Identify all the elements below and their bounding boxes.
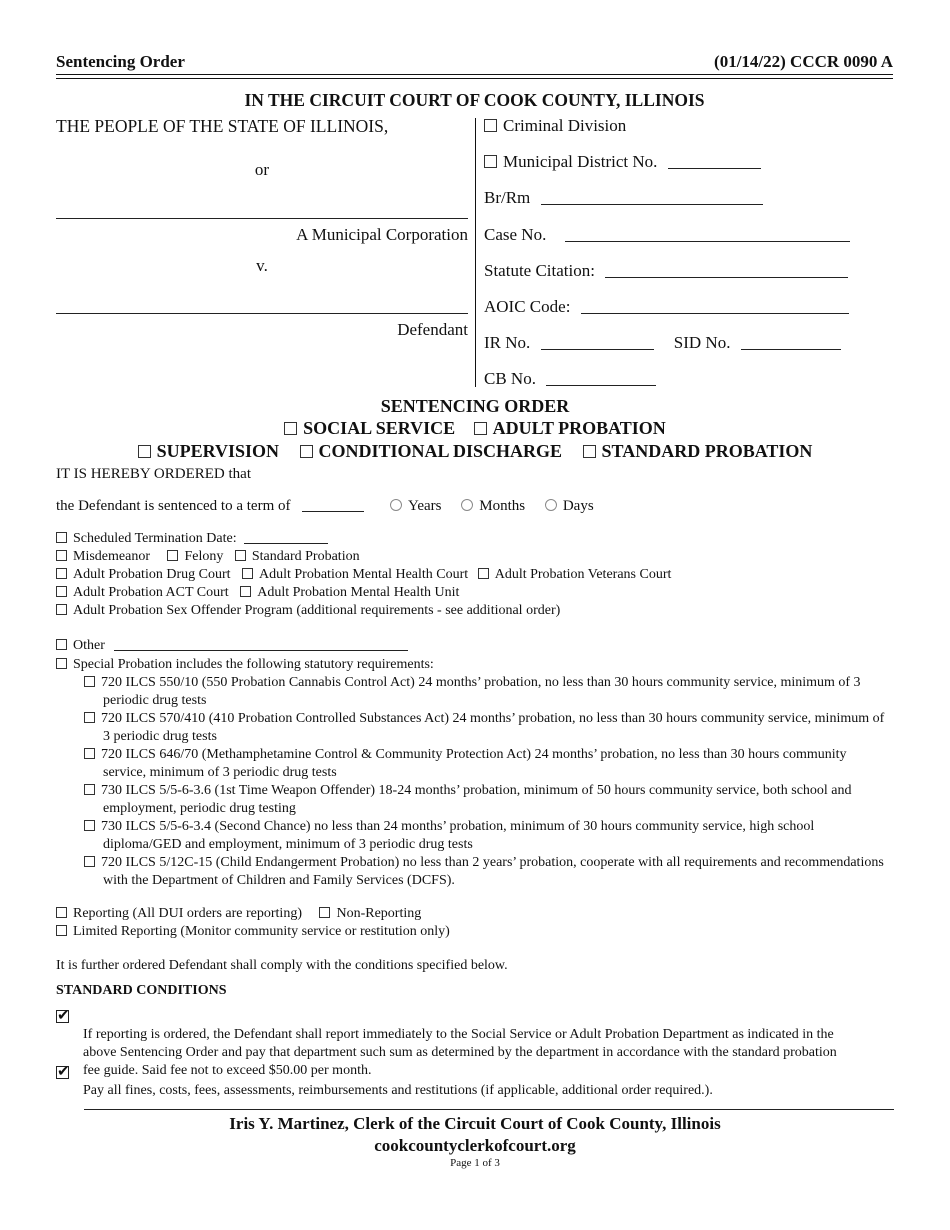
ir-no-label: IR No. <box>484 333 531 352</box>
statute-item-checkbox[interactable] <box>84 784 95 795</box>
statute-item-checkbox[interactable] <box>84 856 95 867</box>
aoic-code-field[interactable] <box>581 299 849 314</box>
versus-label: v. <box>256 256 268 275</box>
statute-citation-field[interactable] <box>605 263 848 278</box>
criminal-division-checkbox[interactable] <box>484 119 497 132</box>
special-probation-row: Special Probation includes the following statutory requirements: <box>56 656 886 674</box>
cb-no-field[interactable] <box>546 371 656 386</box>
sex-offender-row: Adult Probation Sex Offender Program (additional requirements - see additional order) <box>56 602 671 620</box>
conditional-discharge-label: CONDITIONAL DISCHARGE <box>318 441 563 461</box>
drug-court-checkbox[interactable] <box>56 568 67 579</box>
court-title: IN THE CIRCUIT COURT OF COOK COUNTY, ILLINOIS <box>244 90 705 110</box>
courts-row: Adult Probation Drug Court Adult Probation Mental Health Court Adult Probation Veterans Court <box>56 566 671 584</box>
further-ordered: It is further ordered Defendant shall comply with the conditions specified below. <box>56 958 508 973</box>
standard-condition-2 <box>56 1064 856 1100</box>
non-reporting-checkbox[interactable] <box>319 907 330 918</box>
reporting-checkbox[interactable] <box>56 907 67 918</box>
mental-health-unit-checkbox[interactable] <box>240 586 251 597</box>
termination-checkbox[interactable] <box>56 532 67 543</box>
class-row: Misdemeanor Felony Standard Probation <box>56 548 671 566</box>
header-rule-bottom <box>56 78 893 79</box>
br-rm-label: Br/Rm <box>484 188 531 207</box>
condition-1-checked-checkbox[interactable] <box>56 1010 69 1023</box>
ordered-that: IT IS HEREBY ORDERED that <box>56 466 251 482</box>
cb-no-row <box>484 369 656 389</box>
reporting-row: Reporting (All DUI orders are reporting) Non-Reporting <box>56 905 450 923</box>
mental-health-court-checkbox[interactable] <box>242 568 253 579</box>
reporting-options <box>56 905 450 941</box>
standard-probation-label: STANDARD PROBATION <box>601 441 813 461</box>
ir-sid-row <box>484 333 841 353</box>
statute-item-child-endangerment: 720 ILCS 5/12C-15 (Child Endangerment Probation) no less than 2 years’ probation, cooperate with all requirements and recommendations with the Department of Children and Family Services (DCFS). <box>75 854 886 890</box>
statute-citation-label: Statute Citation: <box>484 261 595 280</box>
order-title: SENTENCING ORDER <box>380 396 570 416</box>
supervision-checkbox[interactable] <box>138 445 151 458</box>
termination-row: Scheduled Termination Date: <box>56 530 671 548</box>
social-service-checkbox[interactable] <box>284 422 297 435</box>
conditional-discharge-checkbox[interactable] <box>300 445 313 458</box>
case-no-label: Case No. <box>484 225 547 244</box>
clerk-name: Iris Y. Martinez, Clerk of the Circuit Court of Cook County, Illinois <box>229 1114 721 1133</box>
statute-citation-row <box>484 261 848 281</box>
statute-item-cannabis: 720 ILCS 550/10 (550 Probation Cannabis Control Act) 24 months’ probation, no less than 30 hours community service, minimum of 3 periodic drug tests <box>75 674 886 710</box>
termination-date-field[interactable] <box>244 531 328 544</box>
order-types-row2 <box>0 441 950 462</box>
footer-rule <box>84 1109 894 1110</box>
or-label: or <box>254 160 270 179</box>
act-court-checkbox[interactable] <box>56 586 67 597</box>
term-months-option[interactable]: Months <box>461 498 525 514</box>
months-radio[interactable] <box>461 499 473 511</box>
condition-2-text: Pay all fines, costs, fees, assessments, reimbursements and restitutions (if applicable, additional order required.). <box>83 1083 713 1098</box>
other-row: Other <box>56 637 408 655</box>
br-rm-row <box>484 188 763 208</box>
clerk-website[interactable]: cookcountyclerkofcourt.org <box>374 1136 576 1155</box>
municipal-district-field[interactable] <box>668 154 761 169</box>
case-no-row <box>484 225 850 245</box>
supervision-label: SUPERVISION <box>156 441 279 461</box>
condition-1-text: If reporting is ordered, the Defendant shall report immediately to the Social Service or Adult Probation Department as indicated in the above Sentencing Order and pay that department such sum as determined by the department in accordance with the standard probation fee guide. Said fee not to exceed $50.00 per month. <box>83 1027 837 1078</box>
statute-item-second-chance: 730 ILCS 5/5-6-3.4 (Second Chance) no less than 24 months’ probation, minimum of 30 hours community service, high school diploma/GED and employment, minimum of 3 periodic drug tests <box>75 818 886 854</box>
term-row <box>56 497 610 515</box>
term-years-option[interactable]: Years <box>390 498 441 514</box>
limited-reporting-checkbox[interactable] <box>56 925 67 936</box>
misdemeanor-checkbox[interactable] <box>56 550 67 561</box>
form-title: Sentencing Order <box>56 52 185 71</box>
statute-item-methamphetamine: 720 ILCS 646/70 (Methamphetamine Control & Community Protection Act) 24 months’ probation, no less than 30 hours community service, minimum of 3 periodic drug tests <box>75 746 886 782</box>
municipal-corp-label: A Municipal Corporation <box>296 225 468 244</box>
form-code: (01/14/22) CCCR 0090 A <box>714 52 893 71</box>
page-number: Page 1 of 3 <box>450 1157 500 1169</box>
statute-item-checkbox[interactable] <box>84 748 95 759</box>
case-no-field[interactable] <box>565 227 850 242</box>
municipal-district-checkbox[interactable] <box>484 155 497 168</box>
limited-reporting-row: Limited Reporting (Monitor community service or restitution only) <box>56 923 450 941</box>
aoic-code-row <box>484 297 849 317</box>
order-types-row1 <box>0 418 950 439</box>
probation-options <box>56 530 671 620</box>
days-radio[interactable] <box>545 499 557 511</box>
br-rm-field[interactable] <box>541 190 763 205</box>
defendant-label: Defendant <box>397 320 468 339</box>
units-row: Adult Probation ACT Court Adult Probation Mental Health Unit <box>56 584 671 602</box>
statute-item-weapon-offender: 730 ILCS 5/5-6-3.6 (1st Time Weapon Offender) 18-24 months’ probation, minimum of 50 hours community service, both school and employment, periodic drug testing <box>75 782 886 818</box>
cb-no-label: CB No. <box>484 369 536 388</box>
adult-probation-label: ADULT PROBATION <box>492 418 666 438</box>
aoic-code-label: AOIC Code: <box>484 297 571 316</box>
standard-probation-option-checkbox[interactable] <box>235 550 246 561</box>
standard-probation-checkbox[interactable] <box>583 445 596 458</box>
plaintiff-name: THE PEOPLE OF THE STATE OF ILLINOIS, <box>56 116 389 136</box>
veterans-court-checkbox[interactable] <box>478 568 489 579</box>
sex-offender-checkbox[interactable] <box>56 604 67 615</box>
header-rule-top <box>56 74 893 75</box>
special-probation-checkbox[interactable] <box>56 658 67 669</box>
other-checkbox[interactable] <box>56 639 67 650</box>
term-length-field[interactable] <box>302 497 364 512</box>
condition-2-checked-checkbox[interactable] <box>56 1066 69 1079</box>
years-radio[interactable] <box>390 499 402 511</box>
ir-no-field[interactable] <box>541 335 654 350</box>
statute-item-checkbox[interactable] <box>84 712 95 723</box>
other-field[interactable] <box>114 638 408 651</box>
social-service-label: SOCIAL SERVICE <box>303 418 456 438</box>
statute-item-checkbox[interactable] <box>84 676 95 687</box>
caption-divider <box>475 118 476 387</box>
criminal-division-option[interactable]: Criminal Division <box>484 116 626 136</box>
special-probation <box>56 656 886 890</box>
adult-probation-checkbox[interactable] <box>474 422 487 435</box>
term-label: the Defendant is sentenced to a term of <box>56 498 291 514</box>
sid-no-label: SID No. <box>673 333 731 352</box>
sid-no-field[interactable] <box>741 335 841 350</box>
municipal-corp-line[interactable] <box>56 218 468 219</box>
statute-item-checkbox[interactable] <box>84 820 95 831</box>
statute-item-controlled-substances: 720 ILCS 570/410 (410 Probation Controlled Substances Act) 24 months’ probation, no less than 30 hours community service, minimum of 3 periodic drug tests <box>75 710 886 746</box>
standard-conditions-heading: STANDARD CONDITIONS <box>56 983 227 998</box>
term-days-option[interactable]: Days <box>545 498 594 514</box>
felony-checkbox[interactable] <box>167 550 178 561</box>
municipal-district-option[interactable]: Municipal District No. <box>484 152 761 172</box>
defendant-name-line[interactable] <box>56 313 468 314</box>
